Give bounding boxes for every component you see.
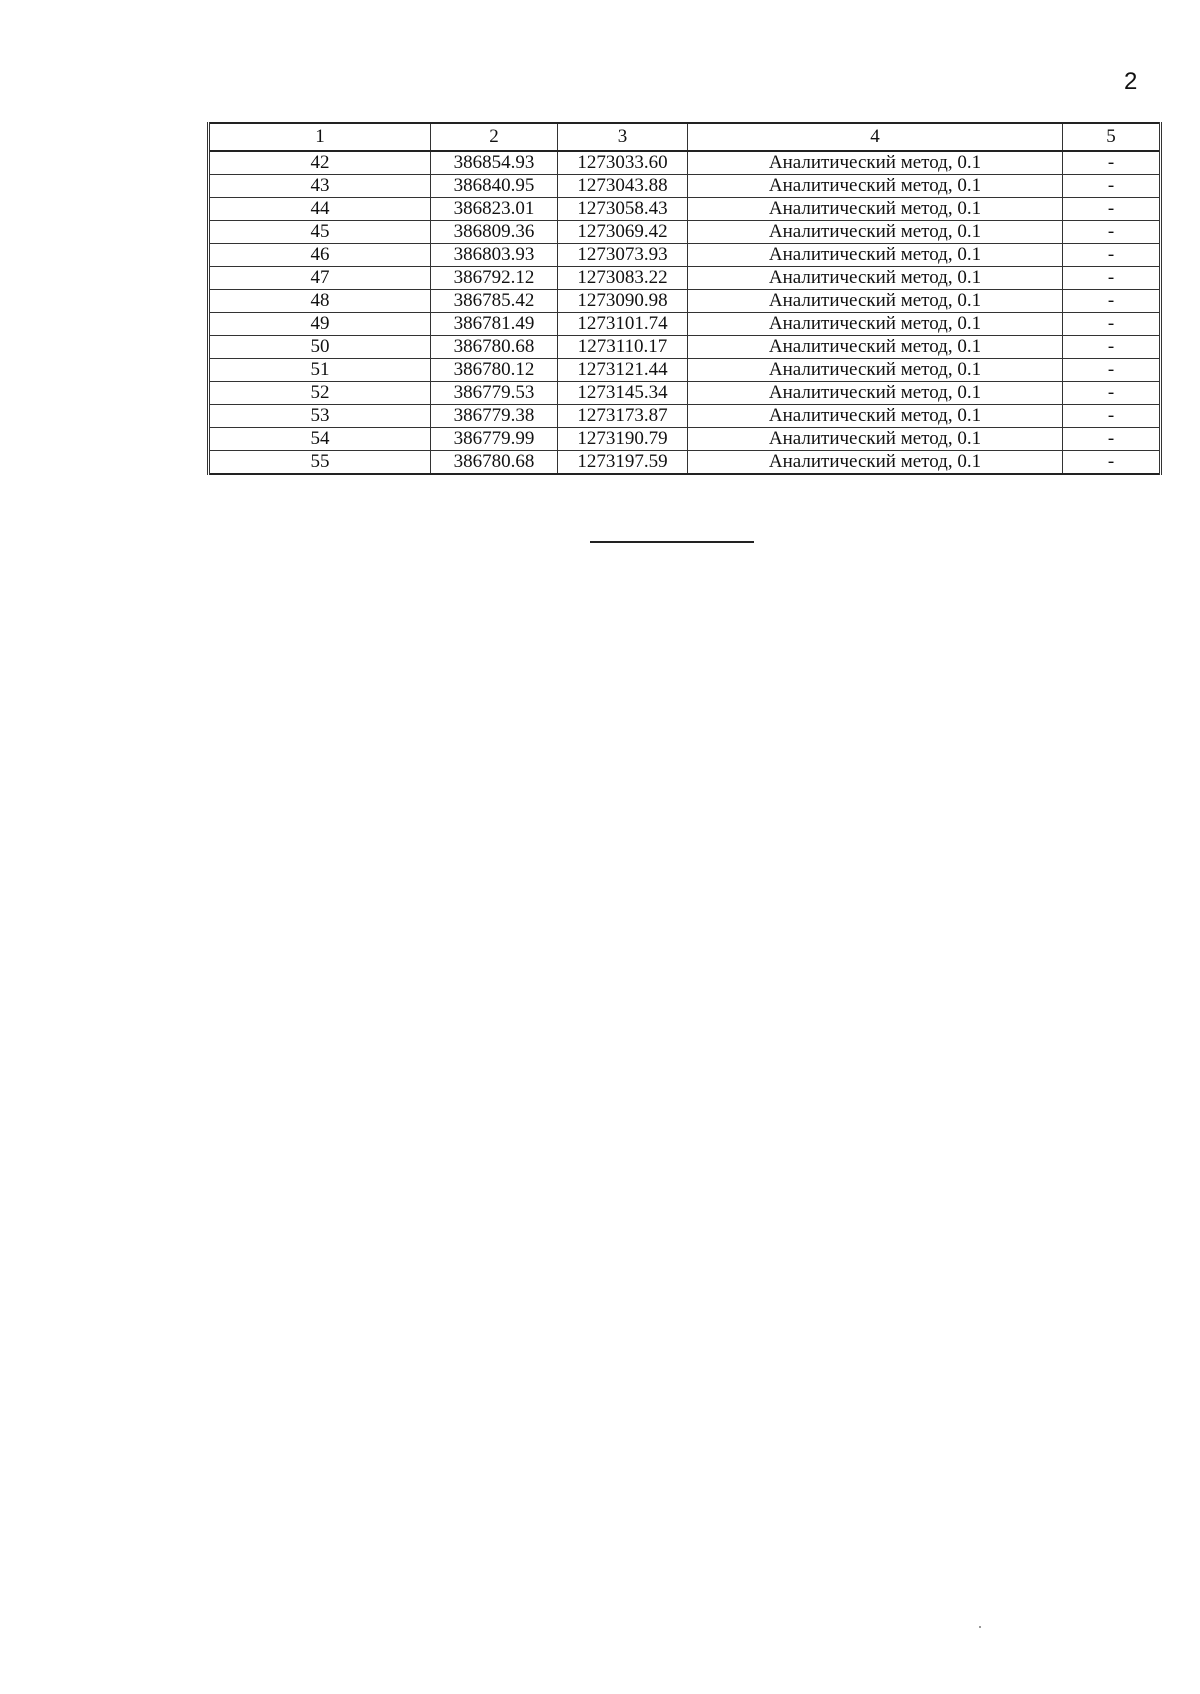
y-coordinate-cell: 1273190.79	[558, 428, 688, 451]
x-coordinate-cell: 386780.12	[431, 359, 558, 382]
end-of-document-rule	[590, 541, 754, 543]
point-number-cell: 53	[209, 405, 431, 428]
column-header: 4	[688, 123, 1063, 151]
x-coordinate-cell: 386803.93	[431, 244, 558, 267]
point-number-cell: 52	[209, 382, 431, 405]
table-row	[209, 336, 1161, 359]
note-cell: -	[1063, 267, 1161, 290]
table-row	[209, 244, 1161, 267]
page-number: 2	[1124, 68, 1138, 95]
column-header: 2	[431, 123, 558, 151]
method-cell: Аналитический метод, 0.1	[688, 382, 1063, 405]
note-cell: -	[1063, 151, 1161, 175]
note-cell: -	[1063, 451, 1161, 475]
table-row	[209, 428, 1161, 451]
note-cell: -	[1063, 359, 1161, 382]
table-row	[209, 198, 1161, 221]
method-cell: Аналитический метод, 0.1	[688, 151, 1063, 175]
x-coordinate-cell: 386780.68	[431, 336, 558, 359]
column-header: 1	[209, 123, 431, 151]
y-coordinate-cell: 1273121.44	[558, 359, 688, 382]
y-coordinate-cell: 1273197.59	[558, 451, 688, 475]
table-row	[209, 267, 1161, 290]
method-cell: Аналитический метод, 0.1	[688, 221, 1063, 244]
point-number-cell: 43	[209, 175, 431, 198]
y-coordinate-cell: 1273101.74	[558, 313, 688, 336]
note-cell: -	[1063, 175, 1161, 198]
x-coordinate-cell: 386823.01	[431, 198, 558, 221]
method-cell: Аналитический метод, 0.1	[688, 313, 1063, 336]
method-cell: Аналитический метод, 0.1	[688, 405, 1063, 428]
y-coordinate-cell: 1273073.93	[558, 244, 688, 267]
table-row	[209, 290, 1161, 313]
table-row	[209, 221, 1161, 244]
note-cell: -	[1063, 405, 1161, 428]
column-header: 5	[1063, 123, 1161, 151]
method-cell: Аналитический метод, 0.1	[688, 290, 1063, 313]
y-coordinate-cell: 1273110.17	[558, 336, 688, 359]
coordinates-table	[207, 122, 1162, 475]
x-coordinate-cell: 386785.42	[431, 290, 558, 313]
point-number-cell: 44	[209, 198, 431, 221]
y-coordinate-cell: 1273083.22	[558, 267, 688, 290]
method-cell: Аналитический метод, 0.1	[688, 359, 1063, 382]
column-header: 3	[558, 123, 688, 151]
method-cell: Аналитический метод, 0.1	[688, 451, 1063, 475]
table-row	[209, 451, 1161, 475]
point-number-cell: 48	[209, 290, 431, 313]
table-row	[209, 175, 1161, 198]
table-row	[209, 359, 1161, 382]
x-coordinate-cell: 386854.93	[431, 151, 558, 175]
method-cell: Аналитический метод, 0.1	[688, 428, 1063, 451]
point-number-cell: 54	[209, 428, 431, 451]
x-coordinate-cell: 386781.49	[431, 313, 558, 336]
method-cell: Аналитический метод, 0.1	[688, 198, 1063, 221]
point-number-cell: 50	[209, 336, 431, 359]
method-cell: Аналитический метод, 0.1	[688, 175, 1063, 198]
x-coordinate-cell: 386780.68	[431, 451, 558, 475]
y-coordinate-cell: 1273043.88	[558, 175, 688, 198]
point-number-cell: 45	[209, 221, 431, 244]
y-coordinate-cell: 1273058.43	[558, 198, 688, 221]
y-coordinate-cell: 1273173.87	[558, 405, 688, 428]
y-coordinate-cell: 1273090.98	[558, 290, 688, 313]
table-header-row	[209, 123, 1161, 151]
y-coordinate-cell: 1273145.34	[558, 382, 688, 405]
x-coordinate-cell: 386779.99	[431, 428, 558, 451]
method-cell: Аналитический метод, 0.1	[688, 267, 1063, 290]
method-cell: Аналитический метод, 0.1	[688, 244, 1063, 267]
point-number-cell: 55	[209, 451, 431, 475]
note-cell: -	[1063, 198, 1161, 221]
note-cell: -	[1063, 290, 1161, 313]
method-cell: Аналитический метод, 0.1	[688, 336, 1063, 359]
y-coordinate-cell: 1273033.60	[558, 151, 688, 175]
table-row	[209, 313, 1161, 336]
x-coordinate-cell: 386779.38	[431, 405, 558, 428]
point-number-cell: 47	[209, 267, 431, 290]
point-number-cell: 49	[209, 313, 431, 336]
x-coordinate-cell: 386792.12	[431, 267, 558, 290]
table-row	[209, 382, 1161, 405]
point-number-cell: 46	[209, 244, 431, 267]
point-number-cell: 51	[209, 359, 431, 382]
table-row	[209, 151, 1161, 175]
x-coordinate-cell: 386840.95	[431, 175, 558, 198]
point-number-cell: 42	[209, 151, 431, 175]
scan-speck	[979, 1626, 981, 1628]
y-coordinate-cell: 1273069.42	[558, 221, 688, 244]
note-cell: -	[1063, 313, 1161, 336]
x-coordinate-cell: 386779.53	[431, 382, 558, 405]
note-cell: -	[1063, 382, 1161, 405]
note-cell: -	[1063, 244, 1161, 267]
table-row	[209, 405, 1161, 428]
note-cell: -	[1063, 336, 1161, 359]
note-cell: -	[1063, 428, 1161, 451]
x-coordinate-cell: 386809.36	[431, 221, 558, 244]
note-cell: -	[1063, 221, 1161, 244]
